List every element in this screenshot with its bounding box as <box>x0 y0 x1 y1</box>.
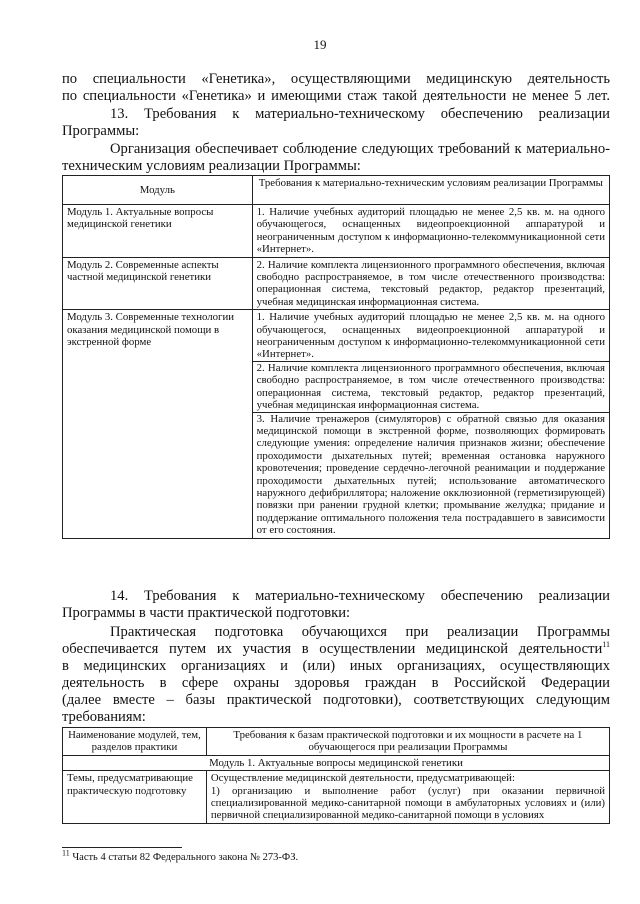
requirement-cell: 2. Наличие комплекта лицензионного программного обеспечения, включая свободно распространяемое, в том числе отечественного производства: операционная система, текстовый редактор, редактор презентаций, учебная медицинская информационная система. <box>252 257 609 310</box>
page-number: 19 <box>313 37 327 52</box>
topics-cell: Темы, предусматривающие практическую подготовку <box>63 771 207 824</box>
section-14-line-2-text: обеспечивается путем их участия в осуществлении медицинской деятельности <box>62 641 603 657</box>
column-header-module: Модуль <box>63 176 253 205</box>
intro-text <box>62 71 610 105</box>
requirement-item: 2. Наличие комплекта лицензионного программного обеспечения, включая свободно распространяемое, в том числе отечественного производства: операционная система, текстовый редактор, редактор презентаций, учебная медицинская информационная система. <box>253 361 609 412</box>
activity-line-1: Осуществление медицинской деятельности, предусматривающей: <box>210 772 515 785</box>
table-header-row <box>63 176 610 205</box>
material-requirements-table <box>62 175 610 539</box>
section-13-heading-line-2: Программы: <box>62 123 140 139</box>
section-14-line-5: (далее вместе – базы практической подготовки), соответствующих следующим <box>62 692 610 708</box>
requirement-cell <box>252 310 609 538</box>
section-14-line-3: в медицинских организациях и (или) иных организациях, осуществляющих <box>62 658 610 674</box>
footnote-text: Часть 4 статьи 82 Федерального закона № 273-ФЗ. <box>72 852 299 863</box>
module-cell: Модуль 3. Современные технологии оказания медицинской помощи в экстренной форме <box>63 310 253 538</box>
section-14-heading-line-2: Программы в части практической подготовки: <box>62 605 351 621</box>
section-14-line-1: Практическая подготовка обучающихся при реализации Программы <box>110 624 610 640</box>
section-14-line-6: требованиям: <box>62 709 146 725</box>
section-13-heading-line-1: 13. Требования к материально-техническому обеспечению реализации <box>110 106 610 122</box>
table-row <box>63 205 610 258</box>
requirement-cell: 1. Наличие учебных аудиторий площадью не менее 2,5 кв. м. на одного обучающегося, оснащенных видеопроекционной аппаратурой и неограниченным доступом к информационно-телекоммуникационной сети «Интернет». <box>252 205 609 258</box>
section-13-heading <box>62 106 610 140</box>
module-cell: Модуль 2. Современные аспекты частной медицинской генетики <box>63 257 253 310</box>
requirement-item: 1. Наличие учебных аудиторий площадью не менее 2,5 кв. м. на одного обучающегося, оснащенных видеопроекционной аппаратурой и неограниченным доступом к информационно-телекоммуникационной сети «Интернет». <box>256 311 605 361</box>
module-row <box>63 755 610 770</box>
column-header-requirements: Требования к материально-техническим условиям реализации Программы <box>252 176 609 205</box>
footnote-divider <box>62 847 182 848</box>
section-13-para-line-2: техническим условиям реализации Программы: <box>62 158 361 174</box>
table-row <box>63 310 610 538</box>
footnote-mark: 11 <box>62 848 70 858</box>
intro-line-2: по специальности «Генетика» и имеющими стаж такой деятельности не менее 5 лет. <box>62 88 610 104</box>
section-14-line-4: деятельность в сфере охраны здоровья граждан в Российской Федерации <box>62 675 610 691</box>
module-cell: Модуль 1. Актуальные вопросы медицинской генетики <box>63 205 253 258</box>
intro-line-1: по специальности «Генетика», осуществляющими медицинскую деятельность <box>62 71 610 87</box>
practical-bases-table <box>62 727 610 824</box>
table-row <box>63 257 610 310</box>
footnote-reference: 11 <box>602 640 610 650</box>
requirement-item: 3. Наличие тренажеров (симуляторов) с обратной связью для оказания медицинской помощи в экстренной форме, позволяющих формировать следующие умения: определение наличия признаков жизни; обеспечение проходимости дыхательных путей; временная остановка наружного кровотечения; проведение сердечно-легочной реанимации и поддержание проходимости дыхательных путей; использование автоматического наружного дефибриллятора; наложение окклюзионной (герметизирующей) повязки при ранении грудной клетки; промывание желудка; придание и поддержание оптимального положения тела пострадавшего в зависимости от его состояния. <box>253 412 609 537</box>
section-14-paragraph <box>62 624 610 726</box>
column-header-bases: Требования к базам практической подготовки и их мощности в расчете на 1 обучающегося при реализации Программы <box>206 728 609 756</box>
section-13-para-line-1: Организация обеспечивает соблюдение следующих требований к материально- <box>110 141 610 157</box>
column-header-modules: Наименование модулей, тем, разделов практики <box>63 728 207 756</box>
section-14-heading-line-1: 14. Требования к материально-техническому обеспечению реализации <box>110 588 610 604</box>
activity-cell <box>206 771 609 824</box>
table-row <box>63 771 610 824</box>
section-13-paragraph <box>62 141 610 175</box>
table-header-row <box>63 728 610 756</box>
section-14-heading <box>62 588 610 622</box>
module-title-cell: Модуль 1. Актуальные вопросы медицинской генетики <box>63 755 610 770</box>
activity-line-2: 1) организацию и выполнение работ (услуг) при оказании первичной специализированной медико-санитарной помощи в амбулаторных условиях и (или) первичной специализированной медико-санитарной помощи в условиях <box>210 784 605 822</box>
section-14-line-2 <box>62 641 610 658</box>
footnote <box>62 848 299 863</box>
